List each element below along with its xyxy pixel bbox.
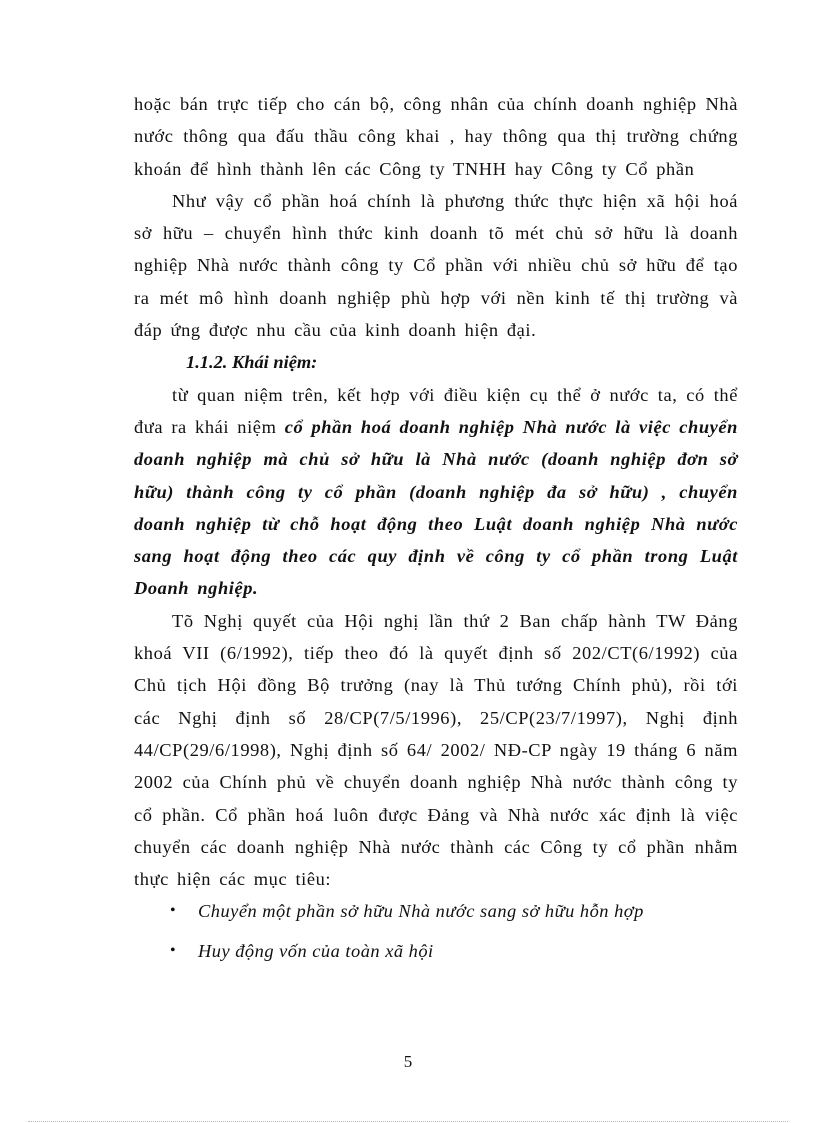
page-number: 5: [403, 1052, 413, 1071]
page-bottom-divider: [28, 1121, 788, 1122]
list-item-text: Huy động vốn của toàn xã hội: [198, 941, 434, 962]
definition-bold-italic-text: cổ phần hoá doanh nghiệp Nhà nước là việc chuyển doanh nghiệp mà chủ sở hữu là Nhà nước (doanh nghiệp đơn sở hữu) thành công ty cổ phần (doanh nghiệp đa sở hữu) , chuyển doanh nghiệp từ chỗ hoạt động theo Luật doanh nghiệp Nhà nước sang hoạt động theo các quy định về công ty cổ phần trong Luật Doanh nghiệp.: [134, 416, 739, 599]
definition-intro-text: từ quan niệm trên, kết hợp với điều kiện cụ thể ở nước ta, có thể đưa ra khái niệm: [134, 384, 738, 437]
objectives-list: [134, 895, 738, 975]
list-item-text: Chuyển một phần sở hữu Nhà nước sang sở hữu hỗn hợp: [198, 901, 644, 922]
bullet-icon: •: [170, 902, 177, 920]
section-heading: 1.1.2. Khái niệm:: [186, 352, 318, 373]
paragraph-equitization-summary: Như vậy cổ phần hoá chính là phương thức thực hiện xã hội hoá sở hữu – chuyển hình thức kinh doanh tõ mét chủ sở hữu là doanh nghiệp Nhà nước thành công ty Cổ phần với nhiều chủ sở hữu để tạo ra mét mô hình doanh nghiệp phù hợp với nền kinh tế thị trường và đáp ứng được nhu cầu của kinh doanh hiện đại.: [134, 190, 738, 341]
paragraph-definition: [134, 379, 738, 605]
bullet-icon: •: [170, 942, 177, 960]
paragraph-continuation: hoặc bán trực tiếp cho cán bộ, công nhân của chính doanh nghiệp Nhà nước thông qua đấu thầu công khai , hay thông qua thị trường chứng khoán để hình thành lên các Công ty TNHH hay Công ty Cổ phần: [134, 94, 738, 179]
paragraph-legal-history: Tõ Nghị quyết của Hội nghị lần thứ 2 Ban chấp hành TW Đảng khoá VII (6/1992), tiếp theo đó là quyết định số 202/CT(6/1992) của Chủ tịch Hội đồng Bộ trưởng (nay là Thủ tướng Chính phủ), rồi tới các Nghị định số 28/CP(7/5/1996), 25/CP(23/7/1997), Nghị định 44/CP(29/6/1998), Nghị định số 64/ 2002/ NĐ-CP ngày 19 tháng 6 năm 2002 của Chính phủ về chuyển doanh nghiệp Nhà nước thành công ty cổ phần. Cổ phần hoá luôn được Đảng và Nhà nước xác định là việc chuyển các doanh nghiệp Nhà nước thành các Công ty cổ phần nhằm thực hiện các mục tiêu:: [134, 610, 738, 890]
list-item: [134, 935, 738, 975]
list-item: [134, 895, 738, 935]
document-body: [134, 88, 738, 975]
